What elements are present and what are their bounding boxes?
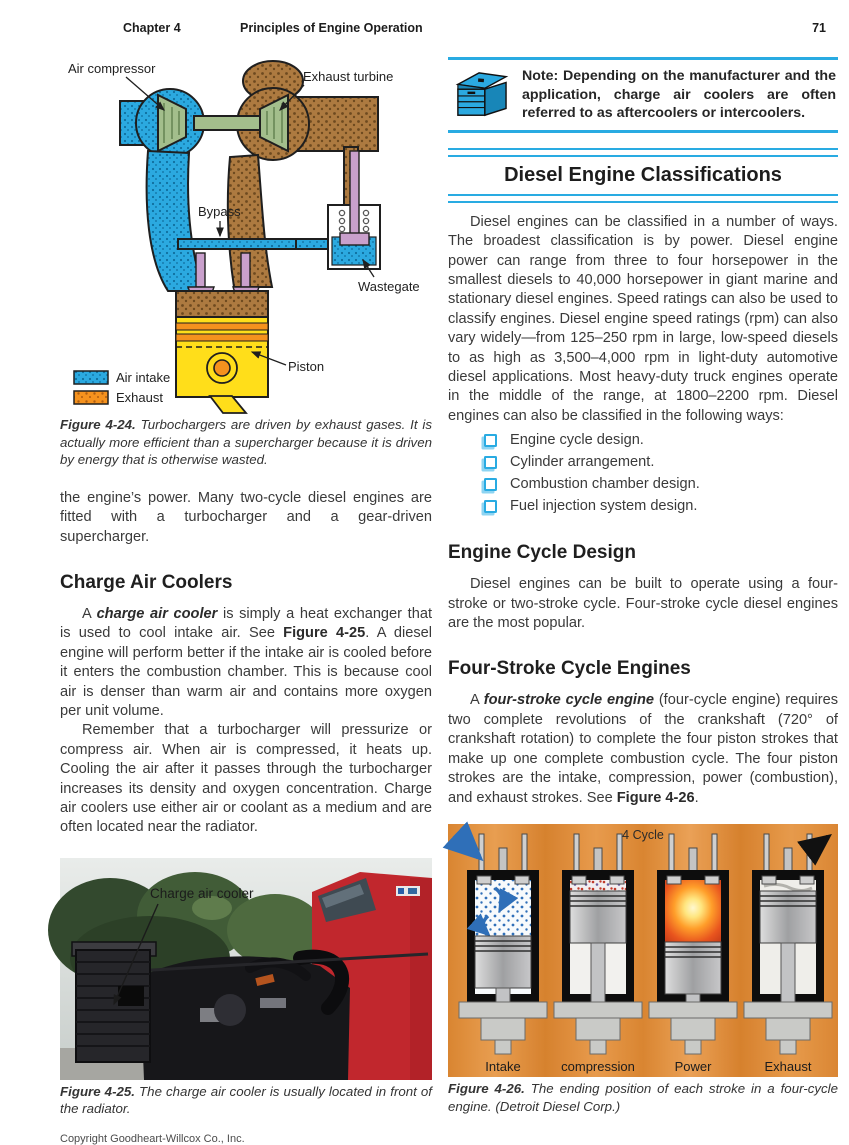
two-column-layout bbox=[60, 55, 838, 1145]
turbo-housing bbox=[120, 61, 380, 413]
square-bullet-icon bbox=[484, 456, 497, 469]
label-exhaust-turbine: Exhaust turbine bbox=[303, 69, 394, 84]
right-column bbox=[448, 55, 838, 1145]
stroke-label-intake: Intake bbox=[485, 1058, 521, 1074]
figure-4-25-reference: Figure 4-25 bbox=[283, 625, 366, 642]
paragraph-charge-air-cooler: A charge air cooler is simply a heat exchanger that is used to cool intake air. See Figure 4-25. A diesel engine will perform better if the intake air is cooled before it enters the combustion chamber. This is because cool air is denser than warm air and contains more oxygen per unit volume. bbox=[60, 606, 433, 720]
classification-list bbox=[448, 429, 838, 517]
list-item: Cylinder arrangement. bbox=[448, 451, 838, 473]
legend-swatch-exhaust bbox=[74, 391, 108, 404]
paragraph-four-stroke: A four-stroke cycle engine (four-cycle engine) requires two complete revolutions of the crankshaft (720° of crankshaft rotation) to complete the four piston strokes that make up one complete combustion cycle. The four piston strokes are the intake, compression, power (combustion), and exhaust strokes. See Figure 4-26. bbox=[448, 692, 838, 806]
note-text: Note: Depending on the manufacturer and the application, charge air coolers are often referred to as aftercoolers or intercoolers. bbox=[522, 68, 836, 122]
figure-4-24-label: Figure 4-24. bbox=[60, 417, 136, 432]
figure-4-25-caption: Figure 4-25. The charge air cooler is usually located in front of the radiator. bbox=[60, 1083, 433, 1117]
figure-4-26-reference: Figure 4-26 bbox=[616, 789, 695, 806]
square-bullet-icon bbox=[484, 478, 497, 491]
toolbox-icon bbox=[450, 69, 512, 121]
term-charge-air-cooler: charge air cooler bbox=[96, 606, 218, 622]
heading-engine-cycle-design: Engine Cycle Design bbox=[448, 542, 636, 564]
diagram-title: 4 Cycle bbox=[622, 827, 664, 842]
chapter-label: Chapter 4 bbox=[123, 21, 181, 35]
double-rule-bottom bbox=[448, 194, 838, 203]
list-item: Fuel injection system design. bbox=[448, 495, 838, 517]
paragraph-continuation: the engine’s power. Many two-cycle diesel engines are fitted with a turbocharger and a gear-driven supercharger. bbox=[60, 489, 432, 545]
chapter-title: Principles of Engine Operation bbox=[240, 21, 423, 35]
diagram-legend bbox=[74, 370, 170, 405]
figure-4-25-label: Figure 4-25. bbox=[60, 1083, 135, 1099]
stroke-label-compression: compression bbox=[561, 1058, 635, 1074]
list-item: Engine cycle design. bbox=[448, 429, 838, 451]
label-air-compressor: Air compressor bbox=[68, 61, 156, 76]
paragraph-classifications: Diesel engines can be classified in a number of ways. The broadest classification is by power. Diesel engine power can range from three to four horsepower in the smallest diesels to 40,000 horsepower in giant marine and stationary diesel engines. Speed ratings can also be used to classify engines. Diesel engine speed ratings (rpm) can also vary widely—from 125–250 rpm in large, low-speed diesels to as high as 3,500–4,000 rpm in light-duty automotive diesel applications. Most heavy-duty truck engines operate in the middle of the range, at 1800–2200 rpm. Diesel engines can also be classified in the following ways: bbox=[448, 213, 838, 424]
four-stroke-diagram bbox=[448, 824, 838, 1077]
paragraph-engine-cycle: Diesel engines can be built to operate using a four-stroke or two-stroke cycle. Four-stroke cycle diesel engines are the most popular. bbox=[448, 576, 838, 632]
photo-charge-air-cooler bbox=[72, 942, 156, 1062]
copyright-line: Copyright Goodheart-Willcox Co., Inc. bbox=[60, 1133, 245, 1145]
engine-photo bbox=[60, 858, 432, 1080]
photo-label-charge-air-cooler: Charge air cooler bbox=[150, 885, 254, 901]
left-column bbox=[60, 55, 432, 1145]
section-heading: Diesel Engine Classifications bbox=[504, 163, 782, 186]
list-item: Combustion chamber design. bbox=[448, 473, 838, 495]
heading-charge-air-coolers: Charge Air Coolers bbox=[60, 572, 233, 593]
square-bullet-icon bbox=[484, 500, 497, 513]
figure-4-26-caption: Figure 4-26. The ending position of each stroke in a four-cycle engine. (Detroit Diesel Corp.) bbox=[448, 1080, 838, 1114]
section-heading-block bbox=[448, 148, 838, 203]
stroke-label-exhaust: Exhaust bbox=[764, 1058, 812, 1074]
double-rule-top bbox=[448, 148, 838, 157]
legend-label-exhaust: Exhaust bbox=[116, 390, 163, 405]
page-header bbox=[0, 21, 849, 37]
turbocharger-diagram bbox=[60, 55, 432, 413]
paragraph-turbocharger-pressure: Remember that a turbocharger will pressurize or compress air. When air is compressed, it heats up. Cooling the air after it passes through the turbocharger increases its density and oxygen concentration. Charge air coolers use either air or coolant as a medium and are often located near the radiator. bbox=[60, 722, 432, 836]
label-piston: Piston bbox=[288, 359, 325, 374]
label-wastegate: Wastegate bbox=[358, 279, 420, 294]
figure-4-24-caption: Figure 4-24. Turbochargers are driven by exhaust gases. It is actually more efficient than a supercharger because it is driven by energy that is otherwise wasted. bbox=[60, 417, 432, 468]
note-box bbox=[448, 57, 838, 133]
term-four-stroke-cycle-engine: four-stroke cycle engine bbox=[483, 692, 654, 709]
label-bypass: Bypass bbox=[198, 204, 241, 219]
legend-swatch-air-intake bbox=[74, 371, 108, 384]
page-number: 71 bbox=[812, 21, 826, 35]
figure-4-26-label: Figure 4-26. bbox=[448, 1080, 525, 1096]
heading-four-stroke: Four-Stroke Cycle Engines bbox=[448, 658, 691, 680]
stroke-label-power: Power bbox=[674, 1058, 712, 1074]
legend-label-air-intake: Air intake bbox=[116, 370, 171, 385]
square-bullet-icon bbox=[484, 434, 497, 447]
